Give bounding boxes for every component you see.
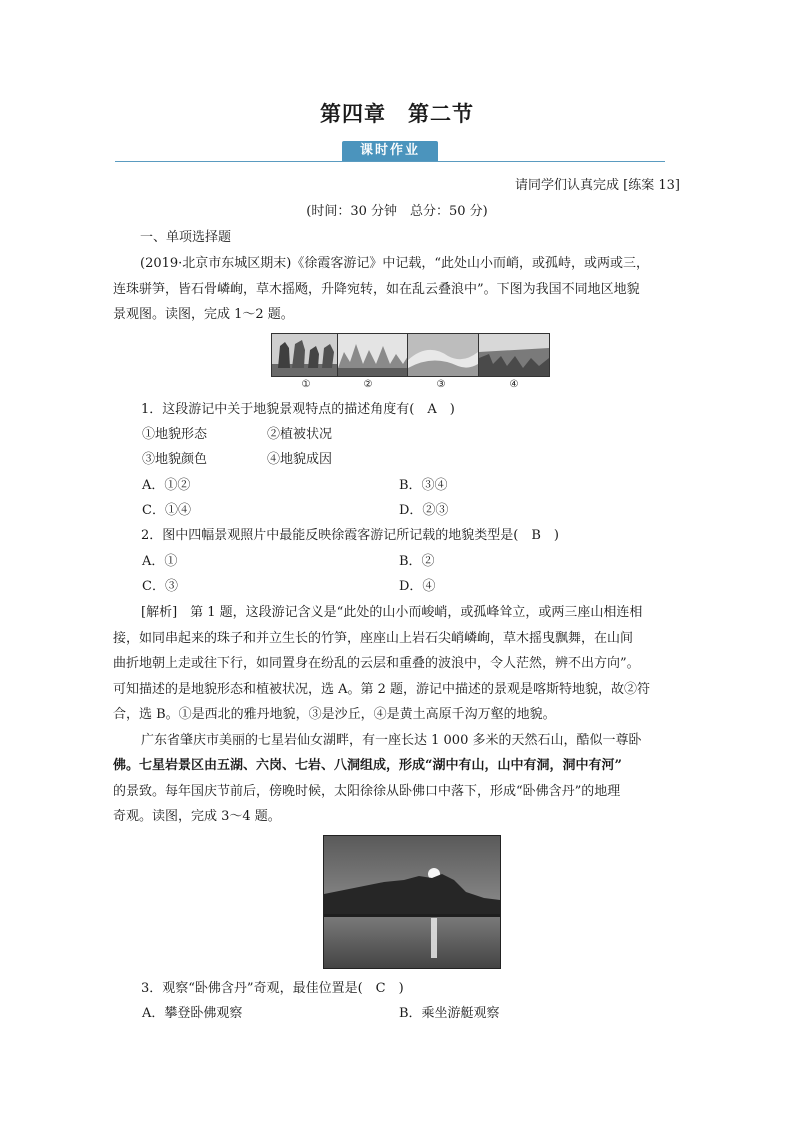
analysis-line-4: 可知描述的是地貌形态和植被状况，选 A。第 2 题，游记中描述的景观是喀斯特地貌，故②符: [113, 682, 651, 697]
q2-stem: 2．图中四幅景观照片中最能反映徐霞客游记所记载的地貌类型是( B ): [141, 528, 559, 543]
analysis-line-2: 接，如同串起来的珠子和并立生长的竹笋，座座山上岩石尖峭嶙峋，草木摇曳飘舞，在山间: [113, 631, 634, 646]
q3-option-b: B．乘坐游艇观察: [399, 1006, 500, 1021]
chapter-title: 第四章 第二节: [320, 102, 474, 126]
section-heading: 一、单项选择题: [140, 230, 232, 245]
homework-badge: 课时作业: [342, 141, 438, 161]
q1-option-a: A．①②: [142, 478, 191, 493]
photo-karst: [337, 333, 409, 377]
q1-option-c: C．①④: [142, 503, 191, 518]
sunset-photo: [323, 835, 501, 969]
intro1-line-1: (2019·北京市东城区期末)《徐霞客游记》中记载，“此处山小而峭，或孤峙，或两或三，: [140, 256, 650, 271]
intro2-line-4: 奇观。读图，完成 3～4 题。: [113, 809, 281, 824]
q1-item-4: ④地貌成因: [267, 452, 333, 467]
q1-item-1: ①地貌形态: [142, 427, 208, 442]
q1-item-3: ③地貌颜色: [142, 452, 208, 467]
photo-label-2: ②: [363, 379, 373, 390]
analysis-line-5: 合，选 B。①是西北的雅丹地貌，③是沙丘，④是黄土高原千沟万壑的地貌。: [113, 707, 556, 722]
q1-option-b: B．③④: [399, 478, 448, 493]
q3-stem: 3．观察“卧佛含丹”奇观，最佳位置是( C ): [141, 981, 404, 996]
photo-yardang: [271, 333, 343, 377]
photo-label-1: ①: [301, 379, 311, 390]
q2-option-d: D．④: [399, 579, 436, 594]
analysis-line-3: 曲折地朝上走或往下行，如同置身在纷乱的云层和重叠的波浪中，令人茫然，辨不出方向”。: [113, 656, 640, 671]
q2-option-c: C．③: [142, 579, 178, 594]
photo-dunes: [407, 333, 479, 377]
q1-item-2: ②植被状况: [267, 427, 333, 442]
q2-option-b: B．②: [399, 554, 435, 569]
q3-option-a: A．攀登卧佛观察: [142, 1006, 243, 1021]
photo-label-4: ④: [509, 379, 519, 390]
intro2-line-2: 佛。七星岩景区由五湖、六岗、七岩、八洞组成，形成“湖中有山，山中有洞，洞中有河”: [113, 758, 622, 773]
q1-option-d: D．②③: [399, 503, 449, 518]
intro2-line-3: 的景致。每年国庆节前后，傍晚时候，太阳徐徐从卧佛口中落下，形成“卧佛含丹”的地理: [113, 784, 621, 799]
practice-note: 请同学们认真完成 [练案 13]: [515, 178, 680, 193]
header-rule: [115, 161, 665, 162]
intro2-line-1: 广东省肇庆市美丽的七星岩仙女湖畔，有一座长达 1 000 多米的天然石山，酷似一尊卧: [141, 733, 642, 748]
time-info: (时间：30 分钟 总分：50 分): [306, 204, 488, 219]
intro1-line-2: 连珠骈笋，皆石骨嶙峋，草木摇飏，升降宛转，如在乱云叠浪中”。下图为我国不同地区地貌: [113, 282, 640, 297]
q1-stem: 1．这段游记中关于地貌景观特点的描述角度有( A ): [141, 402, 455, 417]
q2-option-a: A．①: [142, 554, 178, 569]
photo-loess: [478, 333, 550, 377]
analysis-line-1: [解析] 第 1 题，这段游记含义是“此处的山小而峻峭，或孤峰耸立，或两三座山相连相: [141, 605, 643, 620]
photo-label-3: ③: [436, 379, 446, 390]
intro1-line-3: 景观图。读图，完成 1～2 题。: [113, 307, 294, 322]
